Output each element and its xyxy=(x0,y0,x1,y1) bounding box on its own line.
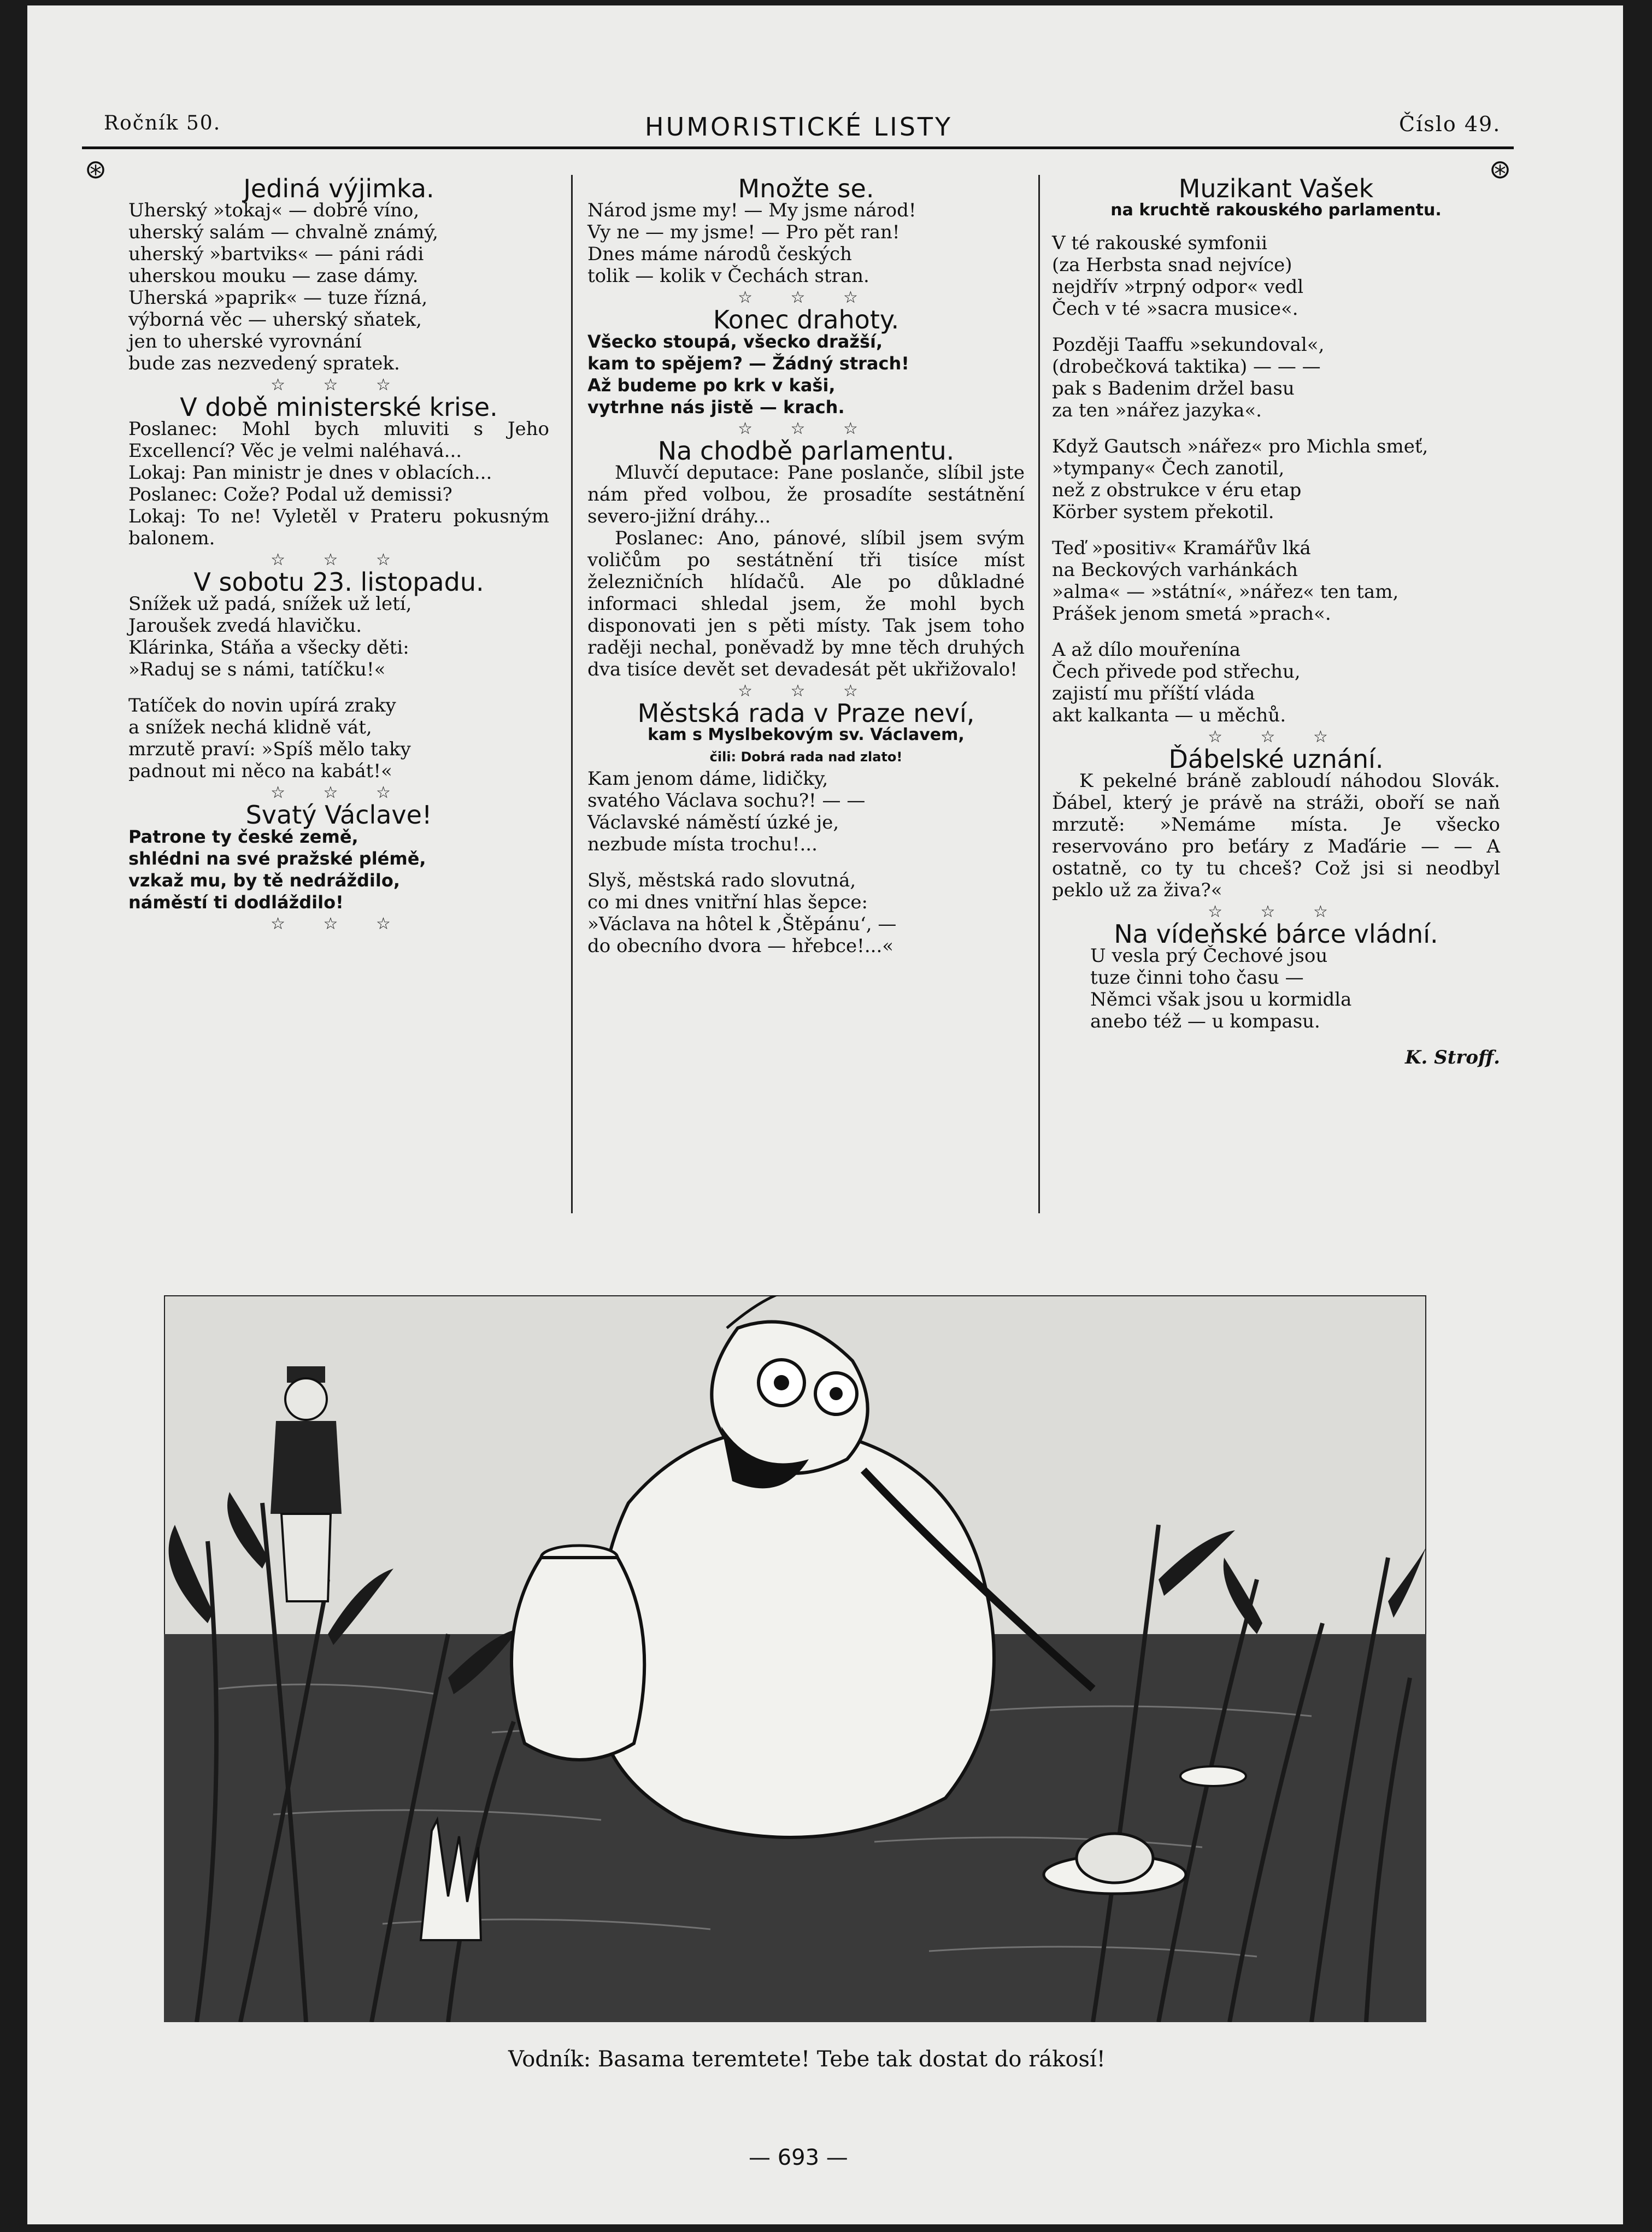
section-separator: ☆ ☆ ☆ xyxy=(1208,727,1344,747)
poem-line: Němci však jsou u kormidla xyxy=(1090,989,1352,1011)
poem-line: Později Taaffu »sekundoval«, xyxy=(1052,334,1325,356)
poem-line: Vy ne — my jsme! — Pro pět ran! xyxy=(587,221,900,243)
article-title-ministerske-krise: V době ministerské krise. xyxy=(180,392,498,422)
section-separator: ☆ ☆ ☆ xyxy=(1208,902,1344,921)
section-separator: ☆ ☆ ☆ xyxy=(738,682,874,701)
poem-line: nejdřív »trpný odpor« vedl xyxy=(1052,276,1304,298)
poem-line: »alma« — »státní«, »nářez« ten tam, xyxy=(1052,581,1399,603)
poem-line: akt kalkanta — u měchů. xyxy=(1052,704,1286,726)
poem-line: nezbude místa trochu!... xyxy=(587,833,818,855)
poem-line: Václavské náměstí úzké je, xyxy=(587,812,839,833)
masthead-title: HUMORISTICKÉ LISTY xyxy=(645,112,953,142)
poem-line: Körber system překotil. xyxy=(1052,501,1274,523)
ornament-left-icon: ⊛ xyxy=(84,154,107,185)
poem-line: Když Gautsch »nářez« pro Michla smeť, xyxy=(1052,436,1428,457)
poem-line: »tympany« Čech zanotil, xyxy=(1052,457,1285,479)
poem-line: na Beckových varhánkách xyxy=(1052,559,1298,581)
poem-line: mrzutě praví: »Spíš mělo taky xyxy=(128,738,411,760)
ornament-right-icon: ⊛ xyxy=(1489,154,1512,185)
poem-line: Slyš, městská rado slovutná, xyxy=(587,870,856,891)
volume-label: Ročník 50. xyxy=(104,112,221,134)
poem-line: A až dílo mouřenína xyxy=(1052,639,1241,661)
poem-line: Národ jsme my! — My jsme národ! xyxy=(587,199,916,221)
column-1 xyxy=(128,174,549,935)
section-separator: ☆ ☆ ☆ xyxy=(271,375,407,395)
poem-line: Čech v té »sacra musice«. xyxy=(1052,298,1298,320)
poem-line: Tatíček do novin upírá zraky xyxy=(128,695,396,716)
article-title-mestska-rada: Městská rada v Praze neví, xyxy=(637,698,975,728)
column-divider-2 xyxy=(1038,175,1040,1213)
poem-line: »Raduj se s námi, tatíčku!« xyxy=(128,659,386,680)
dialogue-paragraph: Poslanec: Ano, pánové, slíbil jsem svým voličům po sestátnění tři tisíce míst železničních hlídačů. Ale po důkladné informaci shledal jsem, že mohl bych disponovati jen s pěti místy. Tak jsem toho raději nechal, poněvadž by mne těch druhých dva tisíce devět set devadesát pět ukřižovalo! xyxy=(587,527,1025,680)
poem-line: Uherská »paprik« — tuze řízná, xyxy=(128,287,428,309)
poem-line: Patrone ty české země, xyxy=(128,826,358,847)
poem-line: uherskou mouku — zase dámy. xyxy=(128,265,419,287)
poem-line: zajistí mu příští vláda xyxy=(1052,683,1255,704)
poem-line: Klárinka, Stáňa a všecky děti: xyxy=(128,637,409,659)
article-title-na-videnske-barce: Na vídeňské bárce vládní. xyxy=(1114,919,1438,949)
article-title-v-sobotu: V sobotu 23. listopadu. xyxy=(193,567,484,597)
poem-line: Uherský »tokaj« — dobré víno, xyxy=(128,199,420,221)
section-separator: ☆ ☆ ☆ xyxy=(271,914,407,933)
illustration-caption: Vodník: Basama teremtete! Tebe tak dostat do rákosí! xyxy=(508,2047,1106,2072)
article-title-konec-drahoty: Konec drahoty. xyxy=(713,305,900,334)
dialogue-line: Poslanec: Cože? Podal už demissi? xyxy=(128,484,452,506)
poem-line: Snížek už padá, snížek už letí, xyxy=(128,593,412,615)
poem-line: jen to uherské vyrovnání xyxy=(128,331,362,353)
column-3 xyxy=(1052,174,1500,1068)
article-title-mnozte-se: Množte se. xyxy=(738,174,874,203)
section-separator: ☆ ☆ ☆ xyxy=(271,550,407,569)
section-separator: ☆ ☆ ☆ xyxy=(738,288,874,307)
poem-line: do obecního dvora — hřebce!...« xyxy=(587,935,894,957)
poem-line: kam to spějem? — Žádný strach! xyxy=(587,353,909,374)
poem-line: tuze činni toho času — xyxy=(1090,967,1304,989)
poem-line: Dnes máme národů českých xyxy=(587,243,852,265)
poem-line: Prášek jenom smetá »prach«. xyxy=(1052,603,1331,625)
jug xyxy=(512,1546,644,1760)
dialogue-paragraph: Mluvčí deputace: Pane poslanče, slíbil jste nám před volbou, že prosadíte sestátnění severo-jižní dráhy... xyxy=(587,462,1025,527)
poem-line: výborná věc — uherský sňatek, xyxy=(128,309,422,331)
dialogue-line: Lokaj: Pan ministr je dnes v oblacích... xyxy=(128,462,492,484)
poem-line: (drobečková taktika) — — — xyxy=(1052,356,1321,378)
article-title-na-chodbe: Na chodbě parlamentu. xyxy=(657,436,955,466)
poem-line: svatého Václava sochu?! — — xyxy=(587,790,866,812)
poem-line: bude zas nezvedený spratek. xyxy=(128,353,400,374)
header-rule xyxy=(82,146,1514,149)
dialogue-line: Lokaj: To ne! Vyletěl v Prateru pokusným balonem. xyxy=(128,506,549,549)
poem-line: uherský »bartviks« — páni rádi xyxy=(128,243,424,265)
poem-line: pak s Badenim držel basu xyxy=(1052,378,1295,400)
poem-line: a snížek nechá klidně vát, xyxy=(128,716,372,738)
poem-line: náměstí ti dodláždilo! xyxy=(128,892,344,913)
column-2 xyxy=(587,174,1025,957)
poem-line: Až budeme po krk v kaši, xyxy=(587,375,836,396)
article-subtitle: na kruchtě rakouského parlamentu. xyxy=(1110,201,1442,220)
author-signature: K. Stroff. xyxy=(1404,1047,1500,1068)
poem-line: Všecko stoupá, všecko dražší, xyxy=(587,331,883,352)
poem-line: (za Herbsta snad nejvíce) xyxy=(1052,254,1292,276)
poem-line: než z obstrukce v éru etap xyxy=(1052,479,1302,501)
article-subtitle-2: čili: Dobrá rada nad zlato! xyxy=(709,749,903,765)
poem-line: co mi dnes vnitřní hlas šepce: xyxy=(587,891,868,913)
poem-line: U vesla prý Čechové jsou xyxy=(1090,945,1328,967)
article-paragraph: K pekelné bráně zabloudí náhodou Slovák. Ďábel, který je právě na stráži, oboří se naň mrzutě: »Nemáme místa. Je všecko reservováno pro beťáry z Maďárie — — A ostatně, co ty tu chceš? Což jsi si neodbyl peklo už za živa?« xyxy=(1052,770,1500,901)
section-separator: ☆ ☆ ☆ xyxy=(738,419,874,438)
poem-line: Čech přivede pod střechu, xyxy=(1052,661,1301,683)
poem-line: uherský salám — chvalně známý, xyxy=(128,221,438,243)
poem-line: Kam jenom dáme, lidičky, xyxy=(587,768,828,790)
poem-line: Jaroušek zvedá hlavičku. xyxy=(128,615,362,637)
page-number: — 693 — xyxy=(749,2145,848,2170)
article-subtitle: kam s Myslbekovým sv. Václavem, xyxy=(648,725,965,744)
column-divider-1 xyxy=(571,175,573,1213)
issue-number: Číslo 49. xyxy=(1399,112,1501,136)
dialogue-line: Poslanec: Mohl bych mluviti s Jeho Excellencí? Věc je velmi naléhavá... xyxy=(128,418,549,462)
poem-line: za ten »nářez jazyka«. xyxy=(1052,400,1262,421)
cartoon-illustration xyxy=(164,1295,1426,2022)
article-title-dabelske-uznani: Ďábelské uznání. xyxy=(1168,744,1384,774)
poem-line: Teď »positiv« Kramářův lká xyxy=(1052,537,1311,559)
article-title-jedina-vyjimka: Jediná výjimka. xyxy=(243,174,434,203)
poem-line: vzkaž mu, by tě nedráždilo, xyxy=(128,870,400,891)
article-title-svaty-vaclave: Svatý Václave! xyxy=(245,800,432,830)
article-title-muzikant-vasek: Muzikant Vašek xyxy=(1178,174,1374,203)
floating-cap xyxy=(1180,1766,1246,1786)
poem-line: tolik — kolik v Čechách stran. xyxy=(587,265,869,287)
poem-line: »Václava na hôtel k ‚Štěpánu‘, — xyxy=(587,913,897,935)
poem-line: V té rakouské symfonii xyxy=(1052,232,1268,254)
poem-line: padnout mi něco na kabát!« xyxy=(128,760,392,782)
poem-line: anebo též — u kompasu. xyxy=(1090,1011,1320,1032)
section-separator: ☆ ☆ ☆ xyxy=(271,783,407,802)
poem-line: shlédni na své pražské plémě, xyxy=(128,848,426,869)
poem-line: vytrhne nás jistě — krach. xyxy=(587,397,845,418)
